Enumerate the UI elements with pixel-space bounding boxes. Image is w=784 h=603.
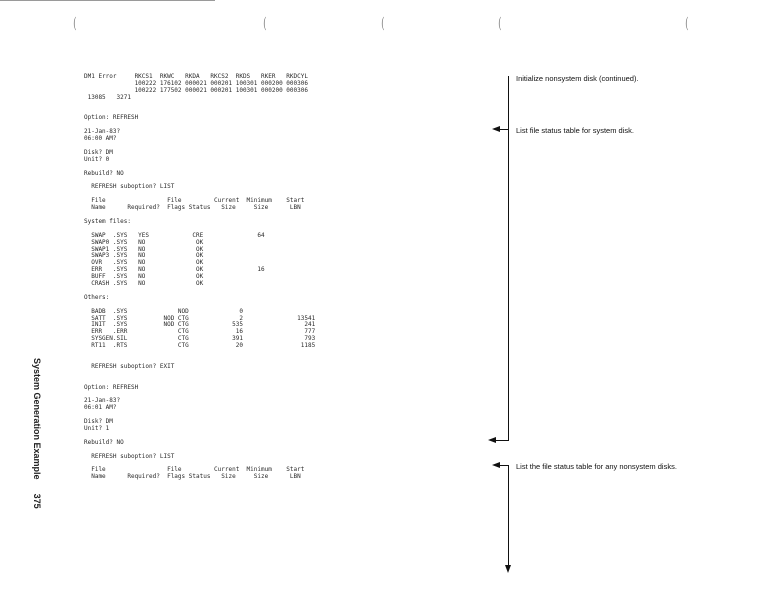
terminal-line: ERR .ERR CTG 16 777 bbox=[84, 328, 316, 336]
binder-hole-mark: ( bbox=[498, 14, 502, 32]
annotation-1: Initialize nonsystem disk (continued). bbox=[516, 74, 639, 83]
terminal-line: 13085 3271 bbox=[84, 93, 131, 101]
binder-hole-mark: ( bbox=[263, 14, 267, 32]
terminal-line: Unit? 1 bbox=[84, 424, 110, 432]
arrow-left-icon bbox=[492, 462, 500, 468]
terminal-line: Rebuild? NO bbox=[84, 438, 124, 446]
section-title: System Generation Example bbox=[32, 358, 42, 480]
terminal-line: DM1 Error RKCS1 RKWC RKDA RKCS2 RKDS RKER RKDCYL bbox=[84, 73, 308, 80]
side-running-head bbox=[29, 358, 43, 538]
bracket-line bbox=[508, 76, 509, 440]
top-edge-rule bbox=[0, 0, 215, 1]
terminal-line: SWAP3 .SYS NO OK bbox=[84, 252, 204, 260]
terminal-line: File File Current Minimum Start bbox=[84, 466, 305, 474]
terminal-line: SWAP .SYS YES CRE 64 bbox=[84, 231, 265, 239]
terminal-line: SYSGEN.SIL CTG 391 793 bbox=[84, 335, 316, 343]
arrow-shaft bbox=[500, 465, 508, 466]
terminal-line: 06:01 AM? bbox=[84, 404, 117, 412]
bracket-foot bbox=[496, 440, 509, 441]
terminal-line: RT11 .RTS CTG 20 1185 bbox=[84, 342, 316, 350]
page-number: 375 bbox=[32, 493, 42, 509]
terminal-line: Rebuild? NO bbox=[84, 169, 124, 177]
arrow-left-icon bbox=[492, 126, 500, 132]
terminal-line: SWAP1 .SYS NO OK bbox=[84, 245, 204, 253]
annotation-3: List the file status table for any nonsystem disks. bbox=[516, 462, 677, 471]
terminal-line: REFRESH suboption? LIST bbox=[84, 183, 175, 191]
terminal-line: System files: bbox=[84, 217, 131, 225]
terminal-line: 21-Jan-83? bbox=[84, 128, 121, 136]
terminal-line: Others: bbox=[84, 293, 110, 301]
terminal-listing bbox=[84, 74, 484, 574]
arrow-left-icon bbox=[488, 437, 496, 443]
terminal-line: BUFF .SYS NO OK bbox=[84, 273, 204, 281]
terminal-line: SATT .SYS NOD CTG 2 13541 bbox=[84, 314, 316, 322]
bracket-line bbox=[508, 465, 509, 565]
binder-hole-mark: ( bbox=[685, 14, 689, 32]
terminal-line: Option: REFRESH bbox=[84, 114, 139, 122]
terminal-line: 100222 176102 000021 000201 100301 000200 000306 bbox=[84, 79, 308, 87]
terminal-line: OVR .SYS NO OK bbox=[84, 259, 204, 267]
binder-hole-mark: ( bbox=[381, 14, 385, 32]
terminal-line: 100222 177502 000021 000201 100301 000200 000306 bbox=[84, 86, 308, 94]
terminal-line: File File Current Minimum Start bbox=[84, 197, 305, 205]
terminal-line: 06:00 AM? bbox=[84, 135, 117, 143]
arrow-shaft bbox=[500, 129, 508, 130]
side-running-head-text bbox=[32, 358, 42, 509]
terminal-line: Disk? DM bbox=[84, 148, 113, 156]
terminal-line: Name Required? Flags Status Size Size LBN bbox=[84, 204, 301, 212]
terminal-line: 21-Jan-83? bbox=[84, 397, 121, 405]
terminal-line: SWAP0 .SYS NO OK bbox=[84, 238, 204, 246]
binder-hole-mark: ( bbox=[73, 14, 77, 32]
terminal-line: INIT .SYS NOD CTG 535 241 bbox=[84, 321, 316, 329]
terminal-line: REFRESH suboption? LIST bbox=[84, 452, 175, 460]
terminal-line: ERR .SYS NO OK 16 bbox=[84, 266, 265, 274]
terminal-line: BADB .SYS NOD 0 bbox=[84, 307, 243, 315]
terminal-line: CRASH .SYS NO OK bbox=[84, 280, 204, 287]
annotation-2: List file status table for system disk. bbox=[516, 126, 634, 135]
terminal-line: Unit? 0 bbox=[84, 155, 110, 163]
terminal-line: REFRESH suboption? EXIT bbox=[84, 362, 175, 370]
terminal-line: Disk? DM bbox=[84, 418, 113, 425]
terminal-line: Name Required? Flags Status Size Size LBN bbox=[84, 473, 301, 481]
terminal-line: Option: REFRESH bbox=[84, 383, 139, 391]
arrow-down-icon bbox=[505, 565, 511, 573]
